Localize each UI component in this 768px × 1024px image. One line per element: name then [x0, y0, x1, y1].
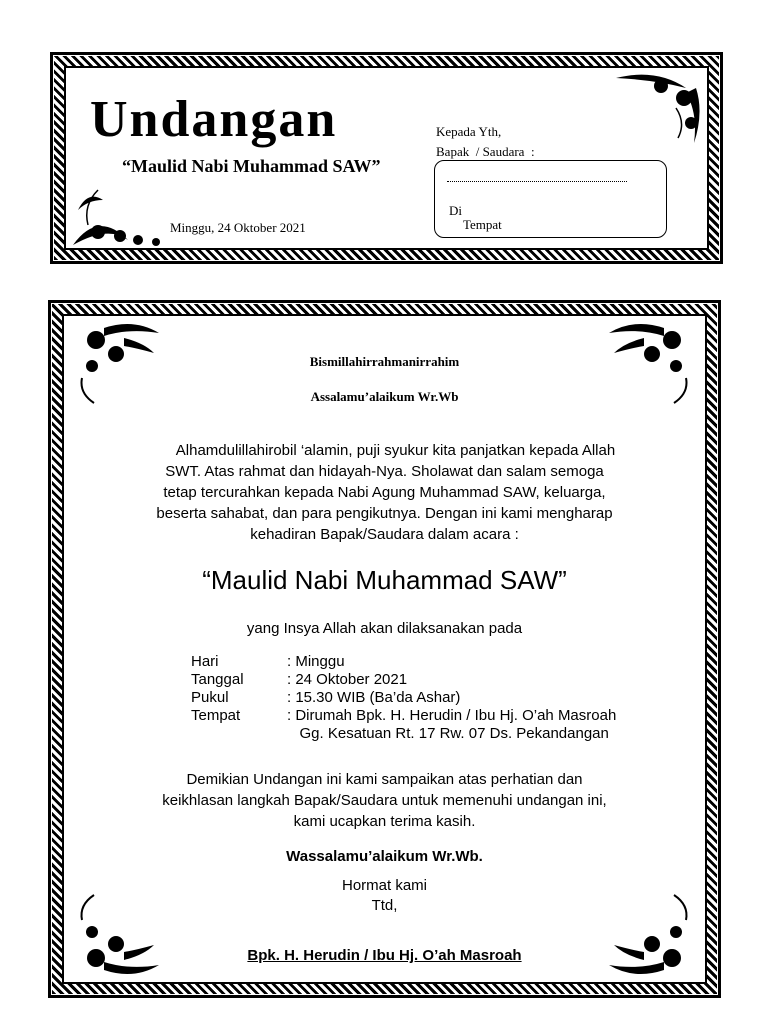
to-line-2: Bapak / Saudara :	[436, 144, 535, 159]
detail-row	[191, 671, 616, 689]
closing-line: kami ucapkan terima kasih.	[293, 813, 476, 830]
detail-value: Gg. Kesatuan Rt. 17 Rw. 07 Ds. Pekandangan	[287, 725, 609, 742]
salam-open: Assalamu’alaikum Wr.Wb	[310, 389, 459, 404]
detail-row	[191, 707, 616, 725]
floral-ornament-icon	[616, 68, 708, 148]
detail-value: : Minggu	[287, 653, 345, 670]
detail-value: : 15.30 WIB (Ba’da Ashar)	[287, 689, 461, 706]
closing-line: Demikian Undangan ini kami sampaikan atas perhatian dan	[186, 771, 583, 788]
detail-row	[191, 653, 616, 671]
address-box	[434, 160, 667, 238]
para-line: SWT. Atas rahmat dan hidayah-Nya. Sholawat dan salam semoga	[165, 463, 604, 480]
para-line: beserta sahabat, dan para pengikutnya. Dengan ini kami mengharap	[156, 505, 613, 522]
envelope-subtitle: “Maulid Nabi Muhammad SAW”	[122, 156, 381, 176]
to-line-1: Kepada Yth,	[436, 124, 502, 139]
opening-paragraph	[48, 440, 721, 545]
recipient-heading	[436, 122, 535, 162]
detail-value: : Dirumah Bpk. H. Herudin / Ibu Hj. O’ah Masroah	[287, 707, 617, 724]
letter-card	[48, 300, 721, 998]
detail-label: Hari	[191, 653, 219, 670]
envelope-title: Undangan	[90, 91, 338, 148]
salam-close: Wassalamu’alaikum Wr.Wb.	[286, 848, 483, 865]
para-line: Alhamdulillahirobil ‘alamin, puji syukur kita panjatkan kepada Allah	[175, 442, 616, 459]
signed: Ttd,	[371, 897, 398, 914]
detail-row	[191, 689, 616, 707]
detail-label: Tempat	[191, 707, 241, 724]
address-di: Di	[449, 203, 462, 218]
bismillah: Bismillahirrahmanirrahim	[309, 354, 460, 369]
event-details	[191, 653, 616, 743]
para-line: kehadiran Bapak/Saudara dalam acara :	[250, 526, 519, 543]
regards: Hormat kami	[341, 877, 427, 894]
detail-intro: yang Insya Allah akan dilaksanakan pada	[246, 620, 523, 637]
closing-line: keikhlasan langkah Bapak/Saudara untuk memenuhi undangan ini,	[162, 792, 607, 809]
detail-label	[191, 725, 287, 743]
envelope-date: Minggu, 24 Oktober 2021	[170, 220, 306, 235]
para-line: tetap tercurahkan kepada Nabi Agung Muhammad SAW, keluarga,	[163, 484, 606, 501]
detail-label: Tanggal	[191, 671, 244, 688]
address-dotted-line	[447, 181, 627, 182]
address-tempat: Tempat	[463, 217, 502, 232]
detail-value: : 24 Oktober 2021	[287, 671, 408, 688]
detail-label: Pukul	[191, 689, 229, 706]
detail-row	[191, 725, 616, 743]
floral-ornament-icon	[68, 170, 168, 250]
envelope-card	[50, 52, 723, 264]
event-title: “Maulid Nabi Muhammad SAW”	[202, 565, 567, 595]
signature-name: Bpk. H. Herudin / Ibu Hj. O’ah Masroah	[247, 947, 522, 964]
closing-paragraph	[48, 769, 721, 832]
